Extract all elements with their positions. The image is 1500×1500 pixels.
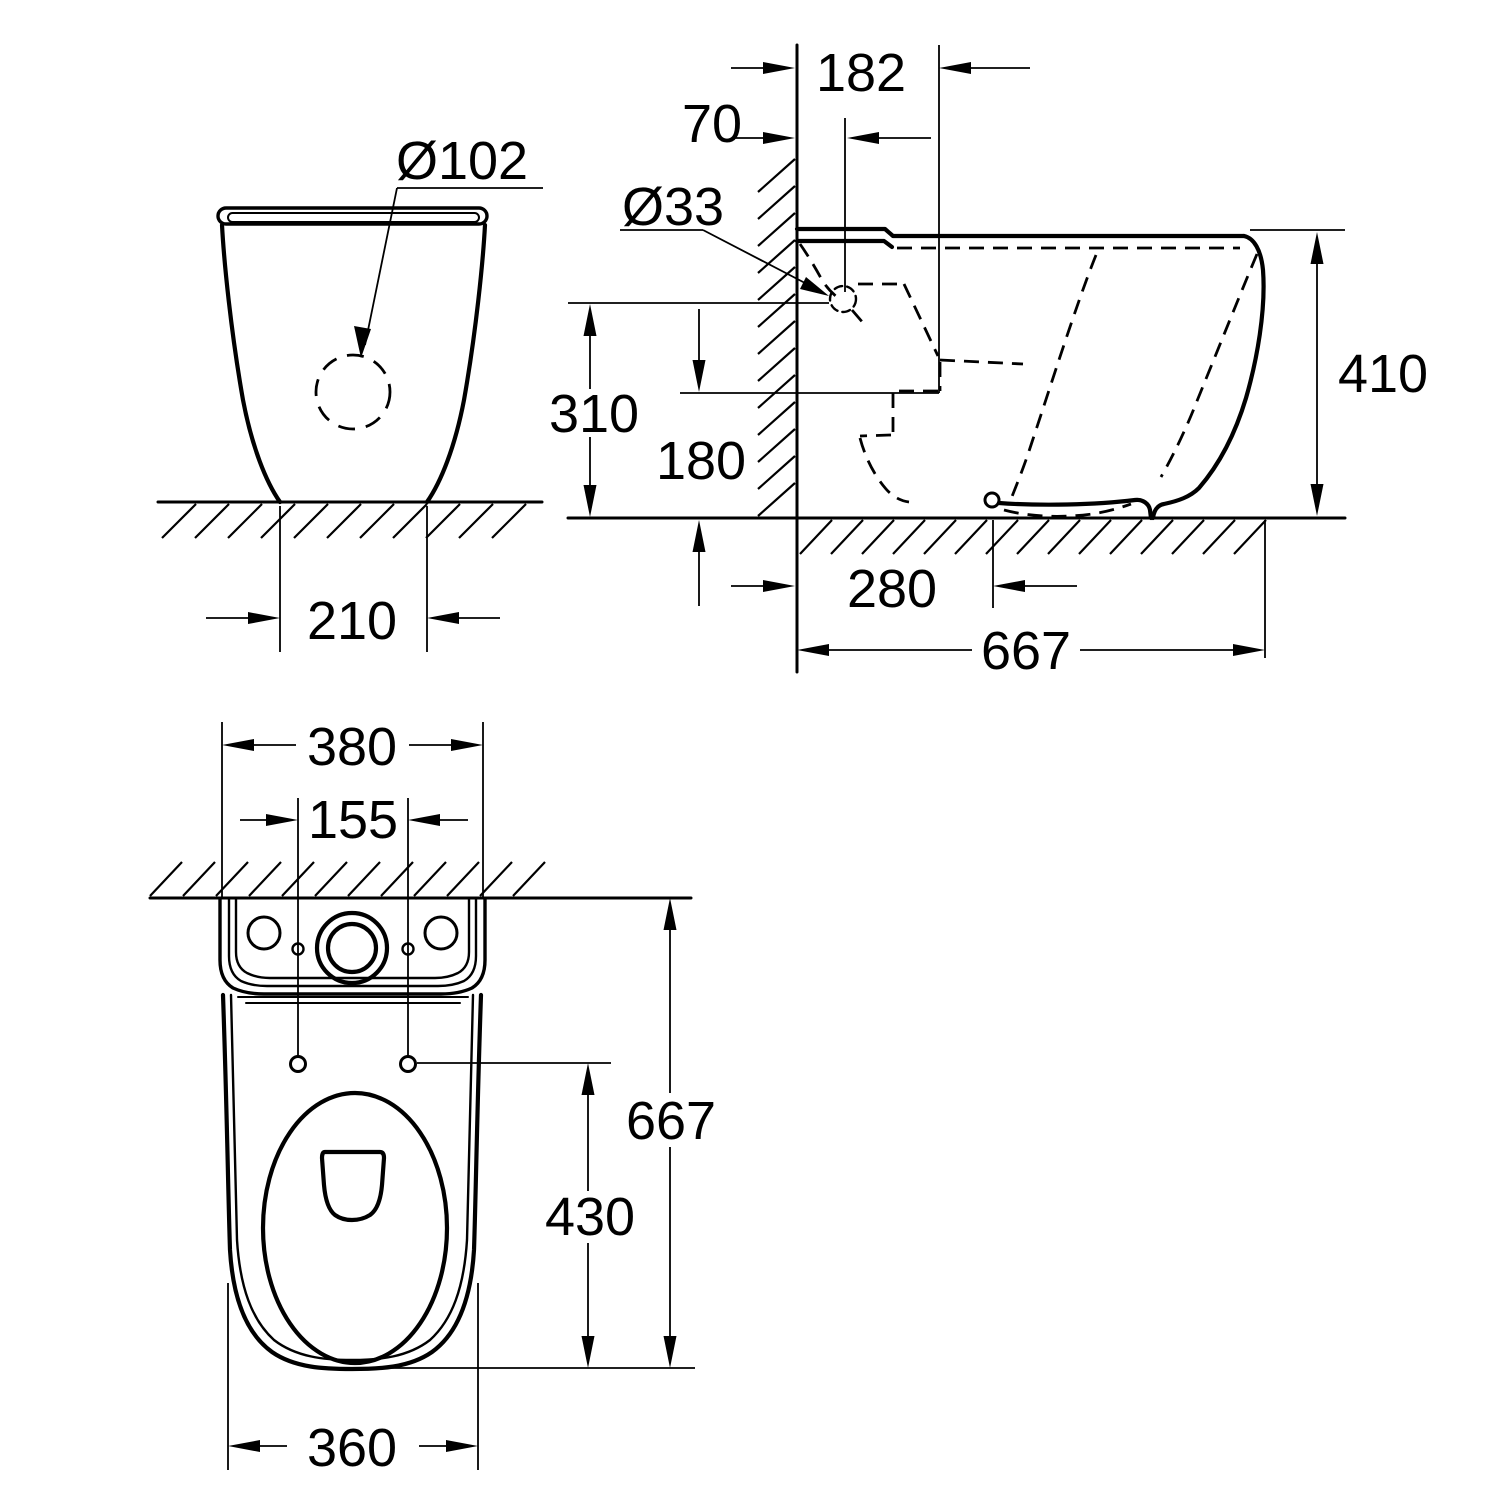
plan-flush-button-inner [328, 924, 376, 972]
dim-label-310: 310 [548, 384, 640, 444]
dim-label-182: 182 [815, 43, 907, 103]
side-floor-hatching [800, 520, 1266, 554]
dim-310 [549, 304, 639, 517]
front-pan-left-side [222, 225, 280, 502]
dim-182 [731, 43, 1030, 103]
front-pan-right-side [427, 225, 485, 502]
dim-70 [682, 94, 931, 154]
dim-label-667-side: 667 [980, 621, 1072, 681]
plan-wall-hatching [150, 862, 545, 896]
dim-280 [731, 559, 1077, 619]
dim-label-155: 155 [307, 790, 399, 850]
dim-label-inlet-diameter: Ø33 [621, 177, 725, 237]
plan-fixing-hole-left [291, 1057, 306, 1072]
dim-label-70: 70 [681, 94, 743, 154]
plan-seat-opening [263, 1093, 447, 1363]
dim-180 [656, 309, 746, 606]
dim-155 [240, 790, 468, 850]
plan-fixing-hole-right [401, 1057, 416, 1072]
dim-label-430: 430 [544, 1187, 636, 1247]
side-hidden-internals [800, 244, 1257, 516]
dim-label-180: 180 [655, 431, 747, 491]
dim-label-front-diameter: Ø102 [395, 131, 529, 191]
front-base-width-dimension [206, 506, 500, 652]
plan-left-button-circle [248, 917, 280, 949]
leader-arrowhead-icon [354, 326, 371, 358]
plan-flush-outlet-shape [322, 1152, 384, 1220]
dim-667-plan [626, 898, 716, 1368]
side-wall-hatching [758, 159, 795, 516]
side-elevation-view [549, 43, 1428, 681]
dim-label-667-plan: 667 [625, 1091, 717, 1151]
front-elevation-view [158, 131, 543, 652]
front-floor-hatching [162, 504, 526, 538]
plan-cistern-lid-face [236, 899, 469, 978]
plan-bowl-rim-line [231, 995, 473, 1360]
water-inlet-circle [830, 286, 856, 312]
dim-label-280: 280 [846, 559, 938, 619]
side-floor-fixing-point [985, 493, 999, 507]
side-pan-bottom-edge [999, 500, 1151, 518]
front-seat-rim-inner [228, 213, 479, 222]
top-plan-view [150, 717, 716, 1478]
dim-360 [228, 1283, 478, 1478]
leader-arrowhead-icon [800, 277, 829, 296]
dim-label-360: 360 [306, 1418, 398, 1478]
dim-667-side [797, 621, 1265, 681]
side-seat-top-line [797, 229, 1244, 236]
plan-right-button-circle [425, 917, 457, 949]
outlet-hole-dashed-circle [316, 355, 390, 429]
dim-label-380: 380 [306, 717, 398, 777]
dim-430 [545, 1063, 635, 1368]
dim-410 [1311, 232, 1429, 516]
dim-label-base-width: 210 [306, 591, 398, 651]
dim-label-410: 410 [1337, 344, 1429, 404]
